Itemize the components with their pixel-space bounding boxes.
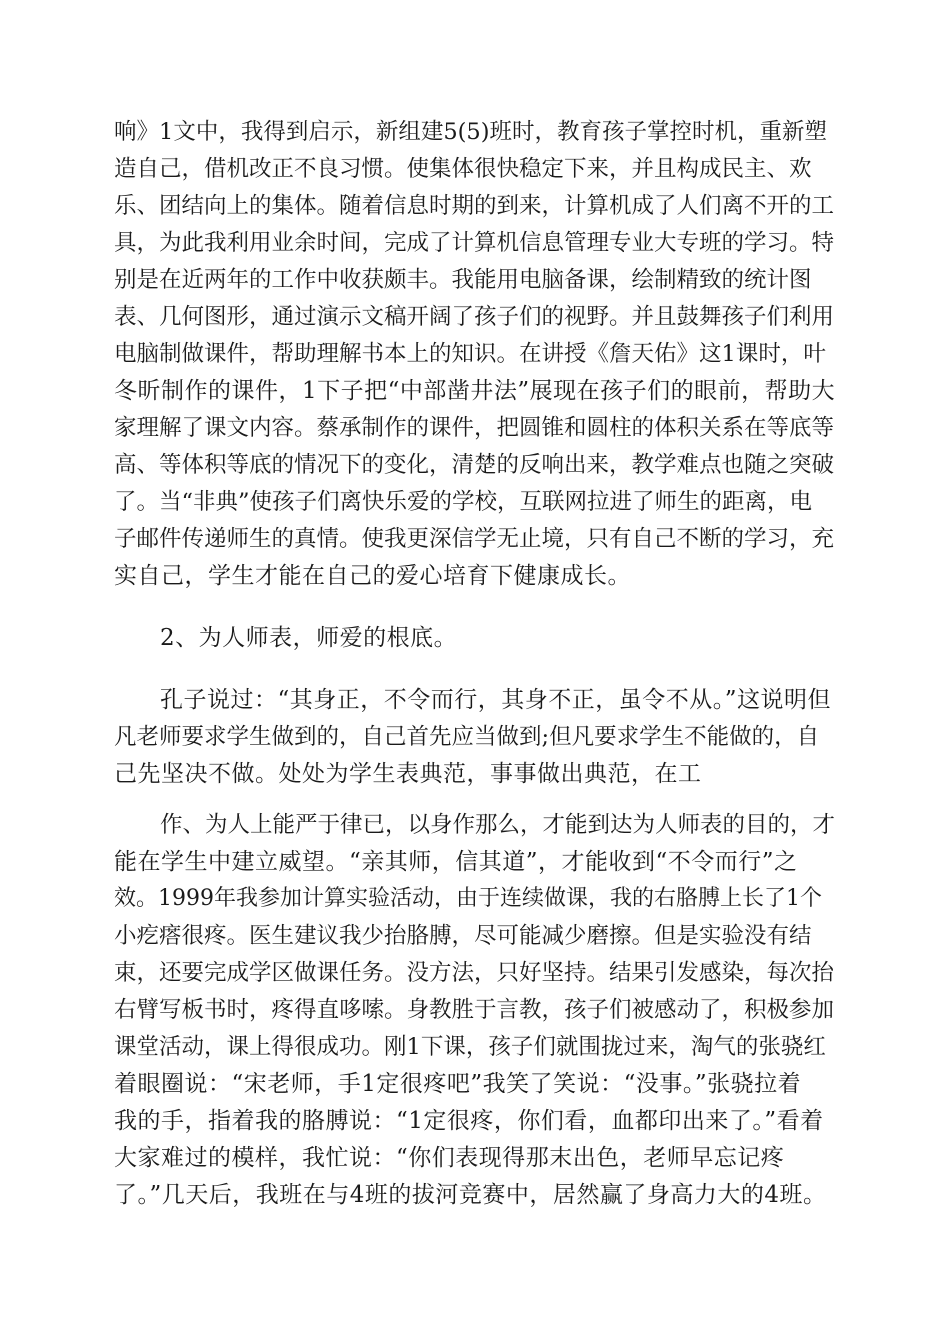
text-line: 能在学生中建立威望。“亲其师，信其道”，才能收到“不令而行”之 bbox=[114, 849, 798, 875]
text-line: 右臂写板书时，疼得直哆嗦。身教胜于言教，孩子们被感动了，积极参加 bbox=[114, 997, 835, 1023]
text-line: 效。1999年我参加计算实验活动，由于连续做课，我的右胳膊上长了1个 bbox=[114, 886, 822, 911]
text-line: 凡老师要求学生做到的，自己首先应当做到;但凡要求学生不能做的，自 bbox=[114, 724, 820, 750]
text-line: 小疙瘩很疼。医生建议我少抬胳膊，尽可能减少磨擦。但是实验没有结 bbox=[114, 923, 812, 949]
text-line: 造自己，借机改正不良习惯。使集体很快稳定下来，并且构成民主、欢 bbox=[114, 156, 812, 182]
text-line: 响》1文中，我得到启示，新组建5(5)班时，教育孩子掌控时机，重新塑 bbox=[114, 119, 828, 145]
text-line: 高、等体积等底的情况下的变化，清楚的反响出来，教学难点也随之突破 bbox=[114, 452, 835, 478]
text-line: 具，为此我利用业余时间，完成了计算机信息管理专业大专班的学习。特 bbox=[114, 230, 835, 256]
text-line: 着眼圈说：“宋老师，手1定很疼吧”我笑了笑说：“没事。”张骁拉着 bbox=[114, 1071, 802, 1097]
text-line: 大家难过的模样，我忙说：“你们表现得那末出色，老师早忘记疼 bbox=[114, 1145, 785, 1171]
section-heading: 2、为人师表，师爱的根底。 bbox=[160, 625, 458, 651]
text-line: 己先坚决不做。处处为学生表典范，事事做出典范，在工 bbox=[114, 761, 702, 787]
text-line: 实自己，学生才能在自己的爱心培育下健康成长。 bbox=[114, 563, 631, 589]
text-line: 别是在近两年的工作中收获颇丰。我能用电脑备课，绘制精致的统计图 bbox=[114, 267, 812, 293]
text-line: 表、几何图形，通过演示文稿开阔了孩子们的视野。并且鼓舞孩子们利用 bbox=[114, 304, 835, 330]
text-line: 子邮件传递师生的真情。使我更深信学无止境，只有自己不断的学习，充 bbox=[114, 526, 835, 552]
text-line: 课堂活动，课上得很成功。刚1下课，孩子们就围拢过来，淘气的张骁红 bbox=[114, 1034, 826, 1060]
text-line: 了。当“非典”使孩子们离快乐爱的学校，互联网拉进了师生的距离，电 bbox=[114, 489, 813, 515]
text-line: 电脑制做课件，帮助理解书本上的知识。在讲授《詹天佑》这1课时，叶 bbox=[114, 341, 826, 367]
text-line: 孔子说过：“其身正，不令而行，其身不正，虽令不从。”这说明但 bbox=[160, 687, 832, 713]
text-line: 乐、团结向上的集体。随着信息时期的到来，计算机成了人们离不开的工 bbox=[114, 193, 835, 219]
text-line: 了。”几天后，我班在与4班的拔河竞赛中，居然赢了身高力大的4班。 bbox=[114, 1182, 827, 1208]
text-line: 我的手，指着我的胳膊说：“1定很疼，你们看，血都印出来了。”看着 bbox=[114, 1108, 824, 1134]
text-line: 冬昕制作的课件，1下子把“中部凿井法”展现在孩子们的眼前，帮助大 bbox=[114, 378, 836, 404]
text-line: 家理解了课文内容。蔡承制作的课件，把圆锥和圆柱的体积关系在等底等 bbox=[114, 415, 835, 441]
text-line: 束，还要完成学区做课任务。没方法，只好坚持。结果引发感染，每次抬 bbox=[114, 960, 835, 986]
text-line: 作、为人上能严于律已，以身作那么，才能到达为人师表的目的，才 bbox=[160, 812, 836, 838]
